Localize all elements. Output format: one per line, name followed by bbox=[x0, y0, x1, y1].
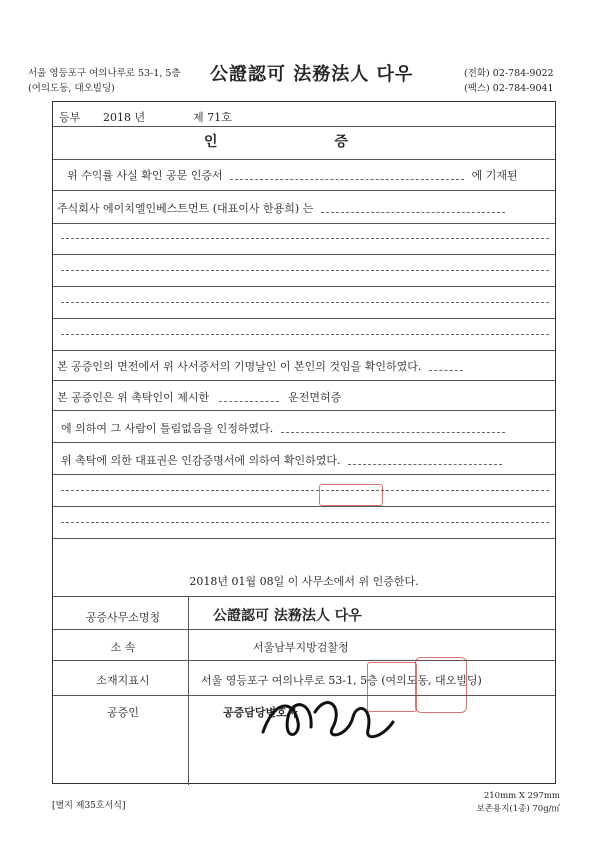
dash-fill bbox=[61, 522, 549, 523]
dash-fill bbox=[230, 173, 464, 180]
dash-fill bbox=[348, 458, 502, 465]
form-number: [별지 제35호서식] bbox=[52, 801, 126, 811]
notary-seal bbox=[367, 662, 417, 712]
certificate-frame bbox=[52, 101, 556, 784]
location-label: 소재지표시 bbox=[96, 674, 150, 687]
body-line-4-right: 운전면허증 bbox=[288, 391, 342, 404]
divider bbox=[53, 629, 555, 630]
registry-number: 제 71호 bbox=[193, 111, 232, 124]
divider bbox=[53, 254, 555, 255]
office-value: 公證認可 法務法人 다우 bbox=[213, 608, 362, 624]
dash-fill bbox=[429, 364, 463, 371]
divider bbox=[53, 286, 555, 287]
body-line-3-text: 본 공증인의 면전에서 위 사서증서의 기명날인 이 본인의 것임을 확인하였다. bbox=[57, 360, 422, 373]
divider bbox=[53, 380, 555, 381]
body-line-3 bbox=[57, 358, 463, 374]
divider bbox=[53, 506, 555, 507]
dash-fill bbox=[219, 395, 279, 402]
divider bbox=[53, 126, 555, 127]
official-seal bbox=[415, 657, 467, 713]
firm-title: 公證認可 法務法人 다우 bbox=[210, 64, 414, 85]
phone-number: (전화) 02-784-9022 bbox=[464, 68, 554, 79]
header-contact bbox=[464, 66, 554, 96]
divider bbox=[53, 318, 555, 319]
header-address bbox=[28, 66, 181, 96]
divider bbox=[53, 190, 555, 191]
body-line-2 bbox=[57, 200, 505, 216]
body-line-4-left: 본 공증인은 위 촉탁인이 제시한 bbox=[57, 391, 210, 404]
notary-value: 공증담당변호사 bbox=[223, 706, 298, 719]
registry-year: 2018 년 bbox=[103, 111, 146, 124]
date-line: 2018년 01월 08일 이 사무소에서 위 인증한다. bbox=[189, 575, 419, 588]
registry-label: 등부 bbox=[59, 111, 81, 124]
body-line-5-text: 에 의하여 그 사람이 틀림없음을 인정하였다. bbox=[61, 422, 274, 435]
dash-fill bbox=[61, 270, 549, 271]
body-line-5 bbox=[61, 420, 505, 436]
dash-fill bbox=[61, 334, 549, 335]
body-line-4 bbox=[57, 389, 341, 405]
document-title: 인 증 bbox=[204, 134, 404, 150]
body-line-6 bbox=[61, 452, 502, 468]
body-line-2-text: 주식회사 에이치엘인베스트먼트 (대표이사 한용희) 는 bbox=[57, 202, 314, 215]
dash-fill bbox=[61, 490, 549, 491]
divider bbox=[53, 442, 555, 443]
divider bbox=[53, 474, 555, 475]
divider bbox=[53, 159, 555, 160]
paper-type: 보존용지(1종) 70g/㎡ bbox=[476, 804, 560, 814]
dash-fill bbox=[61, 238, 549, 239]
divider bbox=[53, 350, 555, 351]
divider bbox=[53, 596, 555, 597]
fax-number: (팩스) 02-784-9041 bbox=[464, 83, 554, 94]
body-line-1 bbox=[67, 167, 518, 183]
divider bbox=[53, 410, 555, 411]
dash-fill bbox=[321, 206, 505, 213]
notary-label: 공증인 bbox=[107, 706, 139, 719]
paper-spec bbox=[477, 790, 560, 816]
address-line-1: 서울 영등포구 여의나루로 53-1, 5층 bbox=[28, 68, 181, 79]
body-line-1-right: 에 기재된 bbox=[471, 169, 518, 182]
body-line-1-left: 위 수익률 사실 확인 공문 인증서 bbox=[67, 169, 223, 182]
paper-size: 210mm X 297mm bbox=[483, 791, 560, 801]
dash-fill bbox=[281, 426, 505, 433]
location-value: 서울 영등포구 여의나루로 53-1, 5층 (여의도동, 대오빌딩) bbox=[201, 674, 482, 687]
divider bbox=[53, 223, 555, 224]
divider bbox=[53, 538, 555, 539]
affiliation-label: 소 속 bbox=[110, 641, 136, 654]
body-line-6-text: 위 촉탁에 의한 대표권은 인감증명서에 의하여 확인하였다. bbox=[61, 454, 341, 467]
seal-stamp bbox=[319, 484, 383, 506]
affiliation-value: 서울남부지방검찰청 bbox=[253, 641, 349, 654]
address-line-2: (여의도동, 대오빌딩) bbox=[28, 83, 115, 94]
dash-fill bbox=[61, 302, 549, 303]
divider bbox=[53, 660, 555, 661]
office-label: 공증사무소명칭 bbox=[85, 611, 161, 624]
